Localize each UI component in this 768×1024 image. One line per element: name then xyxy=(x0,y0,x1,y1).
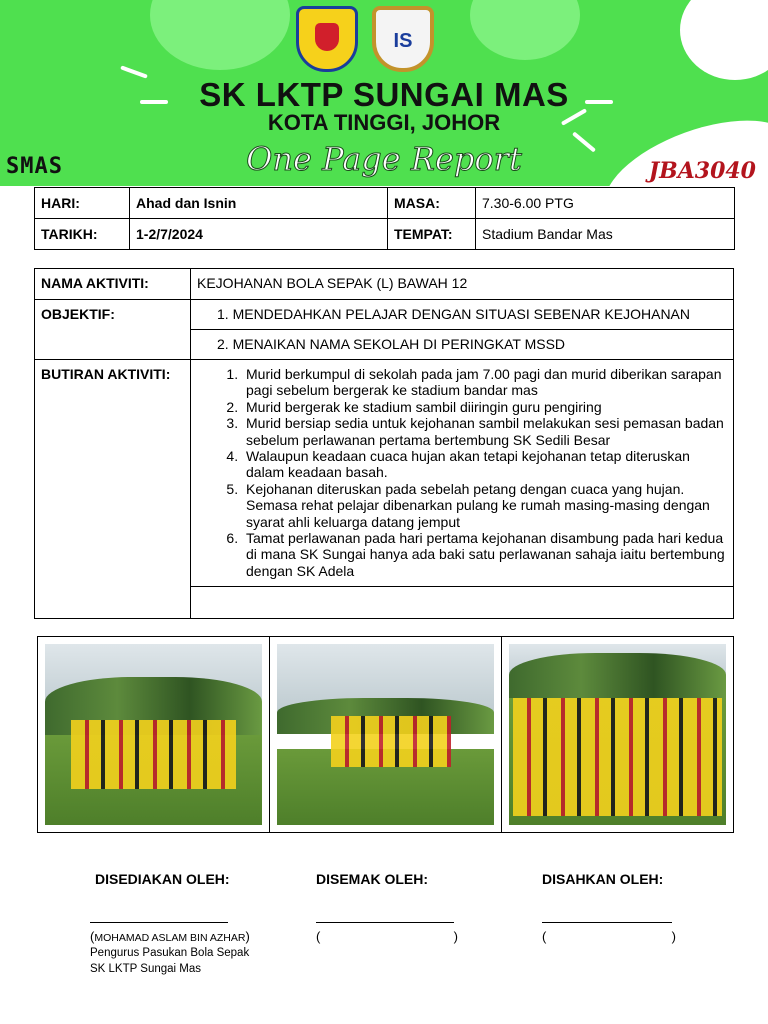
tarikh-value: 1-2/7/2024 xyxy=(130,219,388,250)
preparer-role-line: Pengurus Pasukan Bola Sepak xyxy=(90,947,250,959)
photo-cell xyxy=(38,637,270,832)
checked-by-label: DISEMAK OLEH: xyxy=(316,871,428,887)
activity-name-label: NAMA AKTIVITI: xyxy=(35,269,191,300)
field-photo-image xyxy=(277,644,494,825)
details-item: 6. Tamat perlawanan pada hari pertama kejohanan disambung pada hari kedua di mana SK Sungai hanya ada baki satu perlawanan sahaja iaitu bertembung dengan SK Adela xyxy=(242,530,727,579)
banner-decoration xyxy=(150,0,290,70)
tempat-label: TEMPAT: xyxy=(388,219,476,250)
banner-decoration xyxy=(680,0,768,80)
photo-cell xyxy=(502,637,733,832)
team-photo-image xyxy=(45,644,262,825)
crest-text: IS xyxy=(393,30,413,52)
details-item: 2. Murid bergerak ke stadium sambil diiringin guru pengiring xyxy=(242,399,727,415)
header-banner xyxy=(0,0,768,186)
details-label: BUTIRAN AKTIVITI: xyxy=(35,360,191,619)
info-table xyxy=(34,187,735,250)
banner-decoration xyxy=(470,0,580,60)
school-code-logo: JBA3040 xyxy=(648,158,756,184)
photo-grid xyxy=(37,636,734,833)
school-name: SK LKTP SUNGAI MAS xyxy=(199,76,569,113)
approved-by-label: DISAHKAN OLEH: xyxy=(542,871,664,887)
details-item: 3. Murid bersiap sedia untuk kejohanan sambil melakukan sesi pemasan badan sebelum perlawanan pertama bertembung SK Sedili Besar xyxy=(242,415,727,448)
masa-value: 7.30-6.00 PTG xyxy=(476,188,735,219)
tarikh-label: TARIKH: xyxy=(35,219,130,250)
prepared-by-label: DISEDIAKAN OLEH: xyxy=(95,871,230,887)
empty-cell xyxy=(191,587,734,619)
checker-name-block: ( ) xyxy=(316,929,458,944)
details-list xyxy=(197,366,727,579)
details-item: 4. Walaupun keadaan cuaca hujan akan tetapi kejohanan tetap diteruskan dalam keadaan basah. xyxy=(242,448,727,481)
signature-line xyxy=(542,922,672,923)
hari-value: Ahad dan Isnin xyxy=(130,188,388,219)
details-item: 5. Kejohanan diteruskan pada sebelah petang dengan cuaca yang hujan. Semasa rehat pelajar dibenarkan pulang ke rumah masing-masing dengan syarat ahli keluarga datang jemput xyxy=(242,481,727,530)
details-cell xyxy=(191,360,734,587)
hari-label: HARI: xyxy=(35,188,130,219)
signature-line xyxy=(316,922,454,923)
players-photo-image xyxy=(509,644,726,825)
activity-name-value: KEJOHANAN BOLA SEPAK (L) BAWAH 12 xyxy=(191,269,734,300)
preparer-name-block: (MOHAMAD ASLAM BIN AZHAR) xyxy=(90,929,250,944)
school-crest-icon xyxy=(372,6,434,72)
photo-cell xyxy=(270,637,502,832)
smas-logo: SMAS xyxy=(6,154,63,179)
objective-label: OBJEKTIF: xyxy=(35,300,191,360)
report-title: One Page Report xyxy=(246,140,522,178)
activity-table xyxy=(34,268,734,619)
state-crest-icon xyxy=(296,6,358,72)
preparer-role xyxy=(90,945,249,977)
preparer-role-line: SK LKTP Sungai Mas xyxy=(90,963,202,975)
approver-name-block: ( ) xyxy=(542,929,676,944)
details-item: 1. Murid berkumpul di sekolah pada jam 7.00 pagi dan murid diberikan sarapan pagi sebelum bergerak ke stadium bandar mas xyxy=(242,366,727,399)
school-location: KOTA TINGGI, JOHOR xyxy=(267,110,501,135)
masa-label: MASA: xyxy=(388,188,476,219)
tempat-value: Stadium Bandar Mas xyxy=(476,219,735,250)
objective-item: 1. MENDEDAHKAN PELAJAR DENGAN SITUASI SEBENAR KEJOHANAN xyxy=(191,300,734,330)
signature-line xyxy=(90,922,228,923)
objective-item: 2. MENAIKAN NAMA SEKOLAH DI PERINGKAT MSSD xyxy=(191,330,734,360)
preparer-name: MOHAMAD ASLAM BIN AZHAR xyxy=(94,932,246,944)
